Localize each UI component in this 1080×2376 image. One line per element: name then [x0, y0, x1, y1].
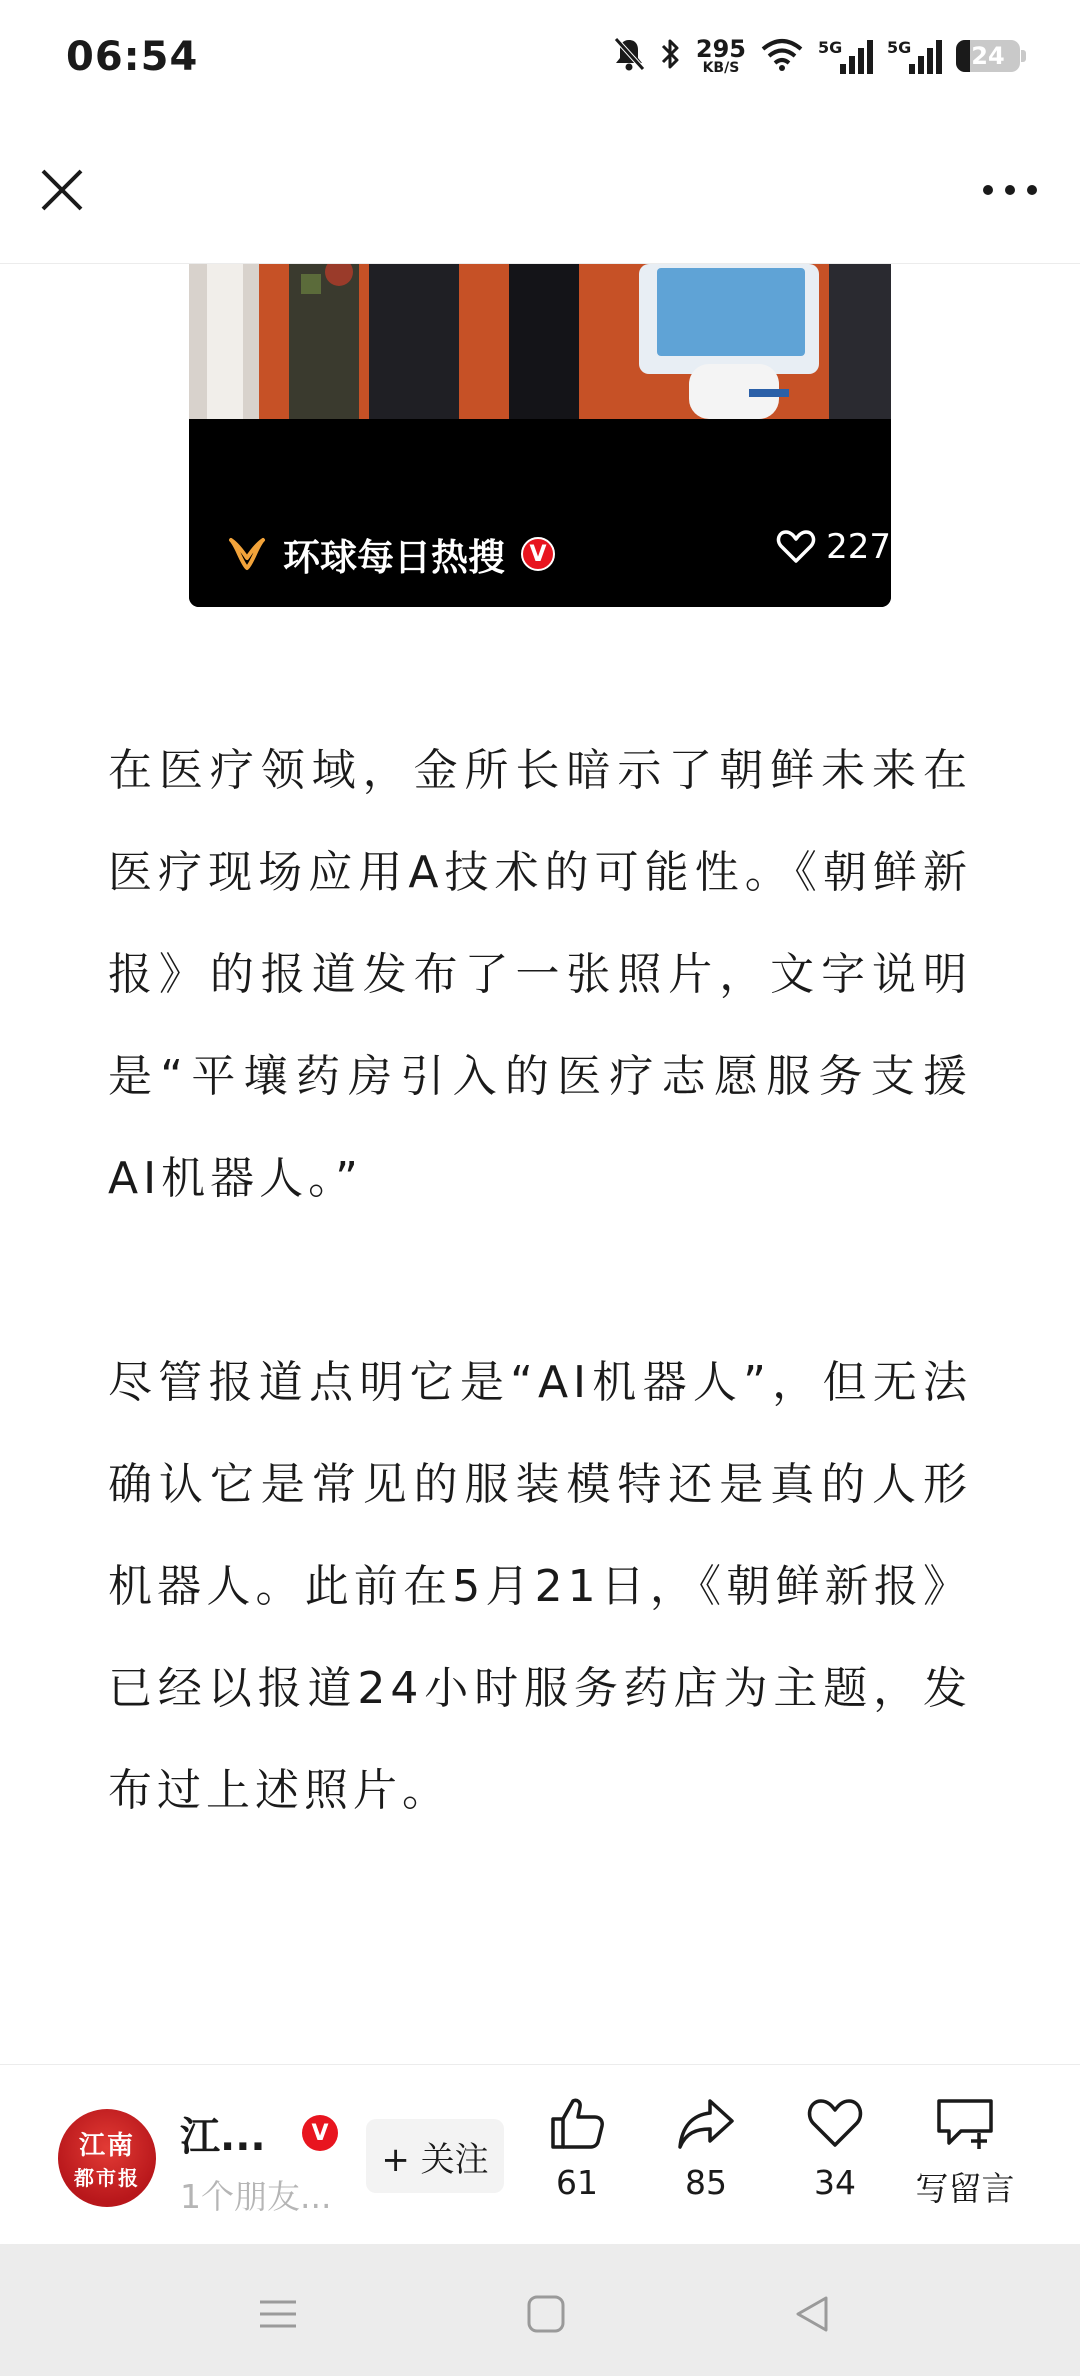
back-button[interactable] [782, 2284, 842, 2344]
thumbs-up-count: 61 [556, 2163, 598, 2202]
net-speed-unit: KB/S [702, 60, 740, 76]
top-nav [0, 118, 1080, 264]
video-channel[interactable] [227, 527, 555, 581]
menu-button[interactable] [248, 2284, 308, 2344]
close-button[interactable] [30, 158, 94, 222]
article-paragraph: 尽管报道点明它是“AI机器人”，但无法确认它是常见的服装模特还是真的人形机器人。此前在5月21日，《朝鲜新报》已经以报道24小时服务药店为主题，发布过上述照片。 [108, 1357, 972, 1816]
comment-label: 写留言 [915, 2169, 1015, 2208]
bottom-action-bar [0, 2064, 1080, 2244]
signal-label: 5G [818, 38, 843, 57]
comment-button[interactable] [905, 2093, 1025, 2210]
home-icon [526, 2294, 566, 2334]
video-likes[interactable] [776, 527, 891, 567]
close-icon [40, 168, 84, 212]
status-time: 06:54 [66, 34, 199, 80]
net-speed-value: 295 [695, 35, 746, 63]
battery-level: 24 [971, 42, 1005, 70]
mute-bell-icon [612, 36, 646, 76]
heart-icon [805, 2093, 865, 2153]
signal-icon [887, 38, 942, 74]
home-button[interactable] [516, 2284, 576, 2344]
more-button[interactable] [970, 158, 1050, 222]
avatar-text: 都市报 [74, 2166, 140, 2190]
net-speed [696, 37, 746, 75]
follow-button[interactable]: + 关注 [366, 2119, 504, 2193]
video-channel-name: 环球每日热搜 [283, 536, 505, 579]
article-body [108, 720, 972, 1842]
back-icon [792, 2294, 832, 2334]
author-friends-info: 1个朋友... [180, 2177, 332, 2216]
video-thumbnail[interactable] [189, 264, 891, 419]
wifi-icon [760, 37, 804, 75]
bluetooth-icon [660, 36, 682, 76]
favorite-button[interactable] [775, 2093, 895, 2202]
video-info-bar [189, 419, 891, 607]
video-like-count: 227 [826, 527, 891, 567]
article-paragraph: 在医疗领域，金所长暗示了朝鲜未来在医疗现场应用A技术的可能性。《朝鲜新报》的报道发布了一张照片，文字说明是“平壤药房引入的医疗志愿服务支援AI机器人。” [108, 745, 972, 1204]
status-bar [0, 0, 1080, 118]
verified-badge: V [521, 537, 555, 571]
author-avatar[interactable] [58, 2109, 156, 2207]
author-name[interactable]: 江... [180, 2114, 266, 2160]
heart-icon [776, 529, 816, 565]
avatar-text: 江南 [78, 2131, 135, 2161]
signal-label: 5G [887, 38, 912, 57]
more-icon [982, 184, 1038, 196]
channel-logo-icon [227, 536, 267, 572]
thumbs-up-icon [547, 2093, 607, 2153]
signal-icon [818, 38, 873, 74]
share-icon [676, 2093, 736, 2153]
battery-icon [956, 40, 1020, 72]
thumbs-up-button[interactable] [517, 2093, 637, 2202]
status-icons [612, 32, 1020, 80]
favorite-count: 34 [814, 2163, 856, 2202]
menu-icon [258, 2296, 298, 2332]
comment-icon [935, 2093, 995, 2153]
share-button[interactable] [646, 2093, 766, 2202]
system-nav-bar [0, 2244, 1080, 2376]
video-card[interactable] [189, 264, 891, 607]
author-verified-badge: V [302, 2115, 338, 2151]
share-count: 85 [685, 2163, 727, 2202]
